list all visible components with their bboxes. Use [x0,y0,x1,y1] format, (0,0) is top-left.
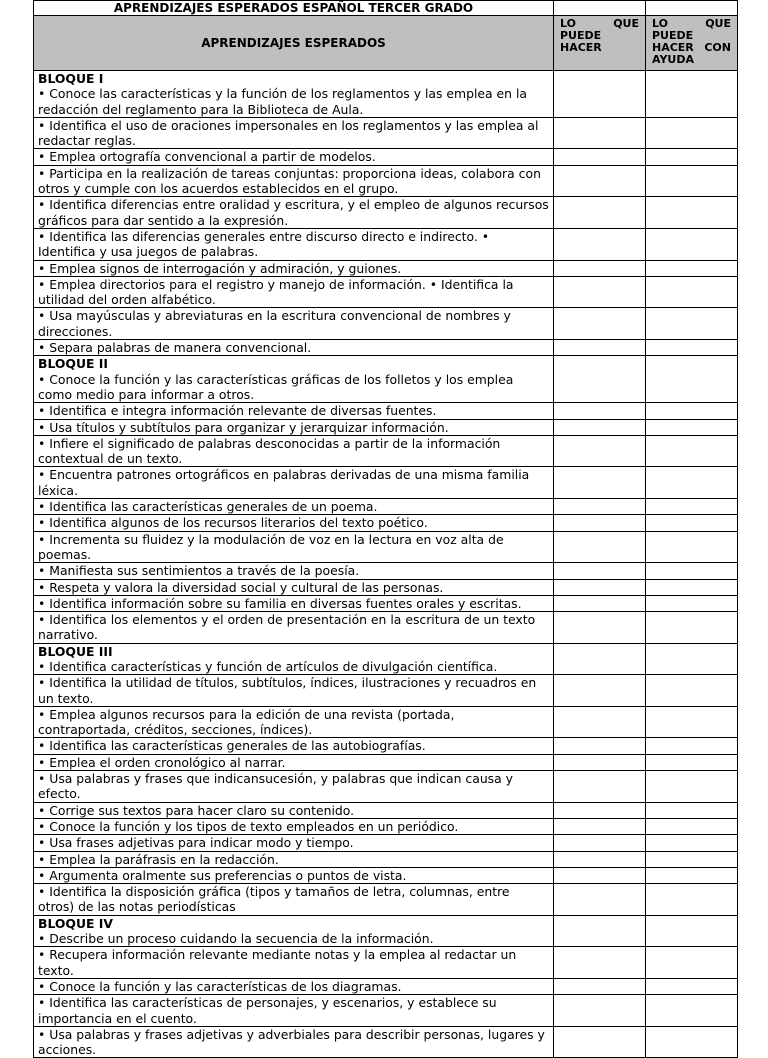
puede-hacer-cell[interactable] [554,71,646,118]
title-empty-cell [646,1,738,16]
puede-hacer-cell[interactable] [554,467,646,499]
con-ayuda-cell[interactable] [646,117,738,149]
aprendizaje-text: • Identifica las diferencias generales entre discurso directo e indirecto. • Identifica y usa juegos de palabras. [38,228,490,260]
puede-hacer-cell[interactable] [554,1026,646,1058]
table-row [34,563,738,579]
con-ayuda-cell[interactable] [646,340,738,356]
con-ayuda-cell[interactable] [646,771,738,803]
aprendizaje-cell [34,851,554,867]
puede-hacer-cell[interactable] [554,995,646,1027]
aprendizaje-cell [34,1026,554,1058]
con-ayuda-cell[interactable] [646,978,738,994]
con-ayuda-cell[interactable] [646,835,738,851]
puede-hacer-cell[interactable] [554,165,646,197]
aprendizaje-text: • Usa mayúsculas y abreviaturas en la escritura convencional de nombres y direcciones. [38,308,511,339]
table-row [34,802,738,818]
table-row [34,340,738,356]
table-row [34,884,738,916]
aprendizaje-cell [34,675,554,707]
con-ayuda-cell[interactable] [646,675,738,707]
aprendizaje-cell [34,754,554,770]
aprendizaje-text: • Encuentra patrones ortográficos en palabras derivadas de una misma familia léxica. [38,467,530,498]
table-body [34,71,738,1058]
aprendizaje-text: • Emplea el orden cronológico al narrar. [38,754,286,770]
puede-hacer-cell[interactable] [554,515,646,531]
puede-hacer-cell[interactable] [554,802,646,818]
puede-hacer-cell[interactable] [554,851,646,867]
header-line: LO QUE [652,17,731,30]
con-ayuda-cell[interactable] [646,276,738,308]
puede-hacer-cell[interactable] [554,276,646,308]
con-ayuda-cell[interactable] [646,563,738,579]
header-line: PUEDE [652,29,694,42]
aprendizaje-text: • Identifica la disposición gráfica (tipos y tamaños de letra, columnas, entre otros) de las notas periodísticas [38,884,510,915]
aprendizaje-text: • Identifica la utilidad de títulos, subtítulos, índices, ilustraciones y recuadros en un texto. [38,675,537,706]
aprendizaje-text: • Identifica las características generales de las autobiografías. [38,738,426,754]
aprendizaje-text: • Usa palabras y frases que indicansucesión, y palabras que indican causa y efecto. [38,771,514,802]
aprendizaje-cell [34,531,554,563]
puede-hacer-cell[interactable] [554,117,646,149]
aprendizaje-text: • Emplea algunos recursos para la edición de una revista (portada, contraportada, créditos, secciones, índices). [38,706,455,738]
table-row [34,356,738,403]
aprendizaje-text: • Usa palabras y frases adjetivas y adverbiales para describir personas, lugares y acciones. [38,1026,545,1058]
aprendizaje-cell [34,117,554,149]
con-ayuda-cell[interactable] [646,915,738,947]
header-lo-que-puede-hacer [554,16,646,71]
aprendizaje-cell [34,771,554,803]
aprendizaje-text: • Describe un proceso cuidando la secuencia de la información. [38,931,434,947]
puede-hacer-cell[interactable] [554,978,646,994]
bloque-heading: BLOQUE I [38,71,104,86]
puede-hacer-cell[interactable] [554,419,646,435]
bloque-heading: BLOQUE IV [38,915,114,931]
con-ayuda-cell[interactable] [646,1026,738,1058]
puede-hacer-cell[interactable] [554,260,646,276]
table-row [34,499,738,515]
aprendizaje-text: • Identifica el uso de oraciones impersonales en los reglamentos y las emplea al redactar reglas. [38,117,539,149]
aprendizaje-text: • Corrige sus textos para hacer claro su contenido. [38,802,355,818]
puede-hacer-cell[interactable] [554,308,646,340]
aprendizaje-cell [34,947,554,979]
aprendizaje-text: • Identifica e integra información relevante de diversas fuentes. [38,403,437,419]
document-page [33,0,737,1058]
aprendizaje-text: • Recupera información relevante mediante notas y la emplea al redactar un texto. [38,947,517,978]
con-ayuda-cell[interactable] [646,884,738,916]
aprendizaje-cell [34,260,554,276]
puede-hacer-cell[interactable] [554,771,646,803]
table-row [34,947,738,979]
con-ayuda-cell[interactable] [646,706,738,738]
con-ayuda-cell[interactable] [646,228,738,260]
aprendizaje-cell [34,818,554,834]
aprendizaje-text: • Participa en la realización de tareas conjuntas: proporciona ideas, colabora con otros y cumple con los acuerdos establecidos en el grupo. [38,165,541,197]
table-row [34,467,738,499]
aprendizaje-cell [34,884,554,916]
table-row [34,260,738,276]
con-ayuda-cell[interactable] [646,197,738,229]
aprendizaje-text: • Conoce la función y los tipos de texto empleados en un periódico. [38,818,459,834]
aprendizaje-cell [34,419,554,435]
aprendizaje-cell [34,802,554,818]
aprendizaje-cell [34,435,554,467]
con-ayuda-cell[interactable] [646,499,738,515]
table-row [34,818,738,834]
aprendizaje-text: • Manifiesta sus sentimientos a través de la poesía. [38,563,360,579]
table-row [34,675,738,707]
table-row [34,595,738,611]
table-row [34,117,738,149]
bloque-heading: BLOQUE II [38,356,109,372]
con-ayuda-cell[interactable] [646,595,738,611]
aprendizaje-text: • Identifica los elementos y el orden de presentación en la escritura de un texto narrativo. [38,612,536,643]
table-row [34,995,738,1027]
con-ayuda-cell[interactable] [646,579,738,595]
aprendizaje-cell [34,643,554,675]
aprendizaje-cell [34,867,554,883]
aprendizaje-text: • Emplea directorios para el registro y manejo de información. • Identifica la utilidad del orden alfabético. [38,276,514,308]
puede-hacer-cell[interactable] [554,595,646,611]
aprendizaje-text: • Usa frases adjetivas para indicar modo y tiempo. [38,835,354,851]
table-row [34,149,738,165]
puede-hacer-cell[interactable] [554,531,646,563]
aprendizaje-text: • Respeta y valora la diversidad social y cultural de las personas. [38,579,444,595]
aprendizaje-cell [34,197,554,229]
puede-hacer-cell[interactable] [554,579,646,595]
aprendizaje-text: • Conoce la función y las características de los diagramas. [38,978,402,994]
con-ayuda-cell[interactable] [646,851,738,867]
table-row [34,308,738,340]
con-ayuda-cell[interactable] [646,419,738,435]
aprendizaje-text: • Incrementa su fluidez y la modulación de voz en la lectura en voz alta de poemas. [38,531,504,562]
con-ayuda-cell[interactable] [646,531,738,563]
con-ayuda-cell[interactable] [646,995,738,1027]
aprendizaje-text: • Argumenta oralmente sus preferencias o puntos de vista. [38,867,407,883]
puede-hacer-cell[interactable] [554,612,646,644]
aprendizaje-cell [34,149,554,165]
con-ayuda-cell[interactable] [646,467,738,499]
con-ayuda-cell[interactable] [646,612,738,644]
aprendizaje-text: • Conoce las características y la función de los reglamentos y las emplea en la redacción del reglamento para la Biblioteca de Aula. [38,86,528,117]
table-row [34,915,738,947]
puede-hacer-cell[interactable] [554,340,646,356]
table-row [34,835,738,851]
con-ayuda-cell[interactable] [646,403,738,419]
con-ayuda-cell[interactable] [646,71,738,118]
aprendizaje-text: • Conoce la función y las características gráficas de los folletos y los emplea como medio para informar a otros. [38,371,514,402]
aprendizaje-cell [34,276,554,308]
aprendizaje-cell [34,835,554,851]
puede-hacer-cell[interactable] [554,947,646,979]
puede-hacer-cell[interactable] [554,435,646,467]
puede-hacer-cell[interactable] [554,835,646,851]
puede-hacer-cell[interactable] [554,884,646,916]
aprendizaje-text: • Infiere el significado de palabras desconocidas a partir de la información contextual de un texto. [38,435,501,467]
table-row [34,851,738,867]
aprendizaje-text: • Usa títulos y subtítulos para organizar y jerarquizar información. [38,419,449,435]
table-row [34,531,738,563]
table-row [34,706,738,738]
aprendizaje-text: • Identifica las características generales de un poema. [38,499,378,515]
evaluation-table [33,0,738,1058]
title-row [34,1,738,16]
table-row [34,579,738,595]
aprendizaje-cell [34,356,554,403]
table-row [34,403,738,419]
puede-hacer-cell[interactable] [554,706,646,738]
bloque-heading: BLOQUE III [38,643,113,659]
aprendizaje-cell [34,165,554,197]
header-line: HACER CON [652,41,731,54]
aprendizaje-cell [34,563,554,579]
aprendizaje-cell [34,515,554,531]
puede-hacer-cell[interactable] [554,818,646,834]
header-line: LO QUE [560,17,639,30]
con-ayuda-cell[interactable] [646,165,738,197]
puede-hacer-cell[interactable] [554,563,646,579]
table-row [34,515,738,531]
aprendizaje-cell [34,738,554,754]
table-row [34,228,738,260]
table-row [34,754,738,770]
table-row [34,197,738,229]
table-row [34,419,738,435]
aprendizaje-text: • Identifica algunos de los recursos literarios del texto poético. [38,515,428,531]
puede-hacer-cell[interactable] [554,915,646,947]
document-title: APRENDIZAJES ESPERADOS ESPAÑOL TERCER GRADO [34,1,554,16]
aprendizaje-cell [34,467,554,499]
table-row [34,71,738,118]
con-ayuda-cell[interactable] [646,643,738,675]
aprendizaje-text: • Identifica información sobre su familia en diversas fuentes orales y escritas. [38,595,522,611]
aprendizaje-cell [34,499,554,515]
aprendizaje-text: • Identifica características y función de artículos de divulgación científica. [38,658,498,674]
con-ayuda-cell[interactable] [646,818,738,834]
table-row [34,643,738,675]
con-ayuda-cell[interactable] [646,754,738,770]
header-row [34,16,738,71]
aprendizaje-cell [34,978,554,994]
con-ayuda-cell[interactable] [646,947,738,979]
puede-hacer-cell[interactable] [554,356,646,403]
aprendizaje-cell [34,915,554,947]
aprendizaje-cell [34,340,554,356]
aprendizaje-cell [34,612,554,644]
con-ayuda-cell[interactable] [646,515,738,531]
header-line: PUEDE [560,29,602,42]
table-row [34,276,738,308]
con-ayuda-cell[interactable] [646,308,738,340]
aprendizaje-cell [34,403,554,419]
con-ayuda-cell[interactable] [646,260,738,276]
aprendizaje-cell [34,706,554,738]
con-ayuda-cell[interactable] [646,867,738,883]
aprendizaje-text: • Emplea ortografía convencional a partir de modelos. [38,149,376,165]
puede-hacer-cell[interactable] [554,197,646,229]
con-ayuda-cell[interactable] [646,149,738,165]
aprendizaje-text: • Identifica las características de personajes, y escenarios, y establece su importancia en el cuento. [38,995,497,1026]
aprendizaje-text: • Emplea la paráfrasis en la redacción. [38,851,279,867]
table-row [34,1026,738,1058]
puede-hacer-cell[interactable] [554,499,646,515]
table-row [34,435,738,467]
aprendizaje-cell [34,995,554,1027]
puede-hacer-cell[interactable] [554,675,646,707]
aprendizaje-cell [34,228,554,260]
table-row [34,771,738,803]
aprendizaje-cell [34,579,554,595]
table-row [34,738,738,754]
table-row [34,867,738,883]
con-ayuda-cell[interactable] [646,802,738,818]
aprendizaje-cell [34,308,554,340]
header-line: AYUDA [652,53,695,66]
header-aprendizajes: APRENDIZAJES ESPERADOS [34,16,554,71]
header-lo-que-puede-hacer-con-ayuda [646,16,738,71]
aprendizaje-text: • Emplea signos de interrogación y admiración, y guiones. [38,260,402,276]
con-ayuda-cell[interactable] [646,435,738,467]
puede-hacer-cell[interactable] [554,228,646,260]
puede-hacer-cell[interactable] [554,149,646,165]
table-row [34,978,738,994]
puede-hacer-cell[interactable] [554,403,646,419]
puede-hacer-cell[interactable] [554,867,646,883]
con-ayuda-cell[interactable] [646,356,738,403]
title-empty-cell [554,1,646,16]
puede-hacer-cell[interactable] [554,738,646,754]
aprendizaje-cell [34,71,554,118]
puede-hacer-cell[interactable] [554,754,646,770]
aprendizaje-text: • Separa palabras de manera convencional. [38,340,312,356]
con-ayuda-cell[interactable] [646,738,738,754]
aprendizaje-cell [34,595,554,611]
table-row [34,165,738,197]
aprendizaje-text: • Identifica diferencias entre oralidad y escritura, y el empleo de algunos recursos gráficos para dar sentido a la expresión. [38,197,549,228]
table-row [34,612,738,644]
header-line: HACER [560,41,602,54]
puede-hacer-cell[interactable] [554,643,646,675]
